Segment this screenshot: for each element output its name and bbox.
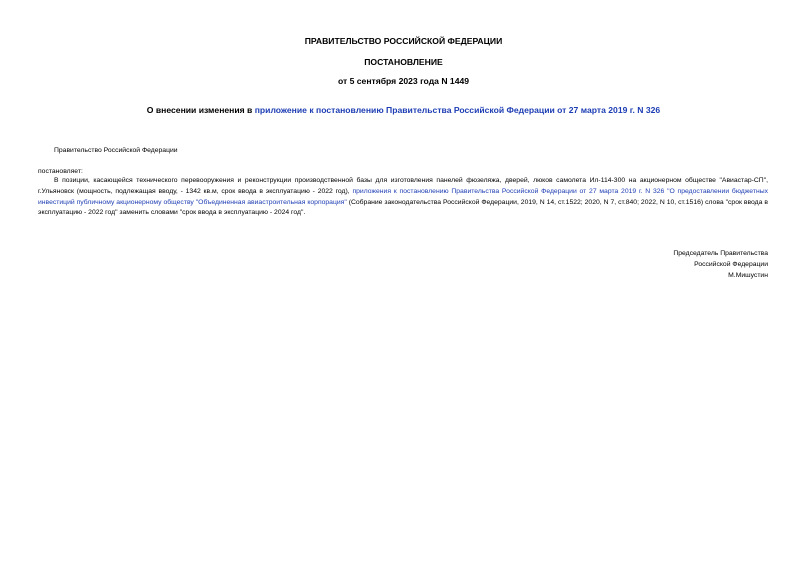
issuer-line: Правительство Российской Федерации (54, 147, 178, 154)
signature-block (673, 248, 768, 281)
document-date-number: от 5 сентября 2023 года N 1449 (337, 76, 470, 86)
appendix-reference-link[interactable]: приложения к постановлению Правительства Российской Федерации от 27 марта 2019 г. N 326 "О предоставлении бюджетных инвестиций публичному акционерному обществу "Объединенная авиастроительная корпорация" (38, 187, 768, 206)
document-type-heading: ПОСТАНОВЛЕНИЕ (364, 57, 443, 67)
paragraph-start-text: В позиции, касающейся технического перевооружения и реконструкции производственной базы для изготовления панелей фюзеляжа, дверей, люков самолета Ил-114-300 на акционерном обществе "Авиастар-СП", г.Ульяновск (мощность, подлежащая вводу, - 1342 кв.м, срок ввода в эксплуатацию - 2022 год), (38, 177, 768, 195)
body-paragraph (38, 176, 768, 219)
signature-name: М.Мишустин (728, 272, 768, 279)
resolves-line: постановляет: (38, 168, 83, 175)
document-title-link[interactable]: приложение к постановлению Правительства Российской Федерации от 27 марта 2019 г. N 326 (254, 105, 661, 115)
government-heading: ПРАВИТЕЛЬСТВО РОССИЙСКОЙ ФЕДЕРАЦИИ (304, 36, 503, 46)
signature-position-line1: Председатель Правительства (673, 250, 768, 257)
document-title (0, 105, 807, 116)
signature-position-line2: Российской Федерации (694, 261, 768, 268)
document-title-prefix: О внесении изменения в (146, 105, 255, 115)
paragraph-end-text: (Собрание законодательства Российской Федерации, 2019, N 14, ст.1522; 2020, N 7, ст.840; 2022, N 10, ст.1516) слова "срок ввода в эксплуатацию - 2022 год" заменить словами "срок ввода в эксплуатацию - 2024 год". (38, 198, 768, 217)
